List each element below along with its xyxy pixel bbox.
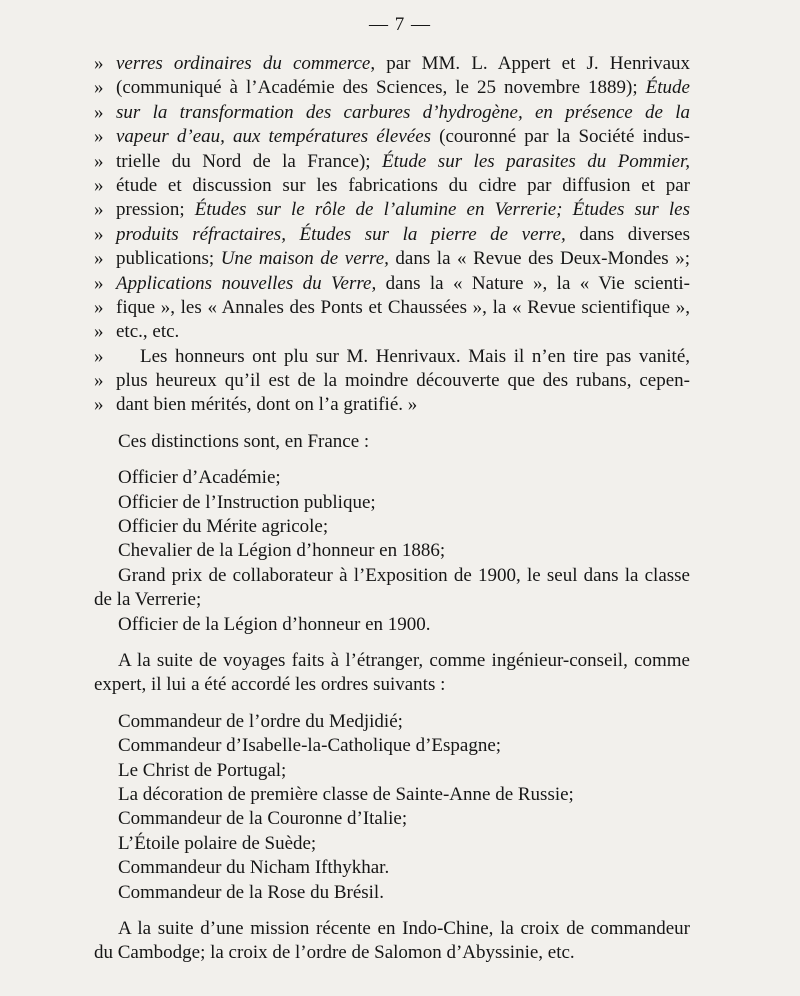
- text-run: (couronné par la Société indus-: [431, 126, 690, 148]
- quote-line-text: [116, 125, 690, 149]
- ordre-item: [94, 783, 690, 807]
- distinction-item: [94, 539, 690, 563]
- distinction-item: [94, 588, 690, 612]
- quote-mark: »: [94, 199, 104, 221]
- page-number: — 7 —: [369, 14, 431, 35]
- ordre-item: [94, 759, 690, 783]
- text-run: trielle du Nord de la France);: [116, 150, 383, 172]
- mission-paragraph: [94, 917, 690, 966]
- ordre-item: [94, 734, 690, 758]
- quote-mark: »: [94, 126, 104, 148]
- distinction-text: Grand prix de collaborateur à l’Exposition de 1900, le seul dans la classe: [118, 564, 690, 586]
- quote-line-text: [116, 52, 690, 76]
- italic-title: Études sur le rôle de l’alumine en Verrerie; Études sur les: [194, 199, 690, 221]
- text-run: dans la « Nature », la « Vie scienti-: [376, 272, 690, 294]
- ordre-text: Commandeur d’Isabelle-la-Catholique d’Espagne;: [118, 735, 502, 757]
- voyages-line: [94, 649, 690, 673]
- quote-mark: »: [94, 272, 104, 294]
- distinction-item: [94, 466, 690, 490]
- distinction-text: de la Verrerie;: [94, 589, 202, 611]
- ordre-text: Commandeur du Nicham Ifthykhar.: [118, 857, 390, 879]
- text-run: publications;: [116, 248, 221, 270]
- distinction-item: [94, 564, 690, 588]
- distinctions-intro: Ces distinctions sont, en France :: [118, 430, 370, 452]
- quote-line-text: [116, 296, 690, 320]
- distinction-item: [94, 491, 690, 515]
- quote-line-text: [116, 223, 690, 247]
- quote-line-text: [116, 174, 690, 198]
- mission-line-text: A la suite d’une mission récente en Indo-Chine, la croix de commandeur: [118, 917, 690, 939]
- text-run: etc., etc.: [116, 321, 180, 343]
- ordre-item: [94, 807, 690, 831]
- quote-mark: »: [94, 174, 104, 196]
- quote-mark: »: [94, 223, 104, 245]
- quote-mark: »: [94, 345, 104, 367]
- quote-mark: »: [94, 248, 104, 270]
- quote-mark: »: [94, 321, 104, 343]
- voyages-paragraph: [94, 649, 690, 698]
- ordre-text: Commandeur de la Rose du Brésil.: [118, 881, 384, 903]
- quote-mark: »: [94, 370, 104, 392]
- quote-line: [94, 150, 690, 174]
- quote-mark: »: [94, 77, 104, 99]
- voyages-line: [94, 673, 690, 697]
- text-run: dans la « Revue des Deux-Mondes »;: [388, 248, 691, 270]
- honneurs-line-text: Les honneurs ont plu sur M. Henrivaux. Mais il n’en tire pas vanité,: [140, 345, 690, 367]
- text-body: [94, 52, 690, 966]
- mission-line: [94, 917, 690, 941]
- ordre-text: L’Étoile polaire de Suède;: [118, 832, 317, 854]
- honneurs-line: [94, 369, 690, 393]
- distinction-text: Chevalier de la Légion d’honneur en 1886;: [118, 540, 446, 562]
- quote-mark: »: [94, 394, 104, 416]
- quote-line: [94, 272, 690, 296]
- italic-title: Une maison de verre,: [220, 248, 389, 270]
- ordre-text: Le Christ de Portugal;: [118, 759, 287, 781]
- text-run: pression;: [116, 199, 195, 221]
- italic-title: sur la transformation des carbures d’hydrogène, en présence de la: [116, 101, 690, 123]
- distinction-text: Officier de l’Instruction publique;: [118, 491, 376, 513]
- quote-mark: »: [94, 53, 104, 74]
- quote-line-text: [116, 320, 690, 344]
- italic-title: vapeur d’eau, aux températures élevées: [116, 126, 432, 148]
- mission-line: [94, 941, 690, 965]
- italic-title: produits réfractaires, Études sur la pierre de verre,: [116, 223, 566, 245]
- ordres-list: [94, 710, 690, 905]
- italic-title: Étude: [645, 77, 690, 99]
- distinction-item: [94, 515, 690, 539]
- quote-line: [94, 174, 690, 198]
- text-run: fique », les « Annales des Ponts et Chaussées », la « Revue scientifique »,: [116, 296, 690, 318]
- distinction-text: Officier d’Académie;: [118, 467, 281, 489]
- quote-line: [94, 320, 690, 344]
- quote-line: [94, 125, 690, 149]
- honneurs-line: [94, 345, 690, 369]
- voyages-line-text: A la suite de voyages faits à l’étranger, comme ingénieur-conseil, comme: [118, 649, 690, 671]
- ordre-item: [94, 856, 690, 880]
- quote-line-text: [116, 247, 690, 271]
- distinction-item: [94, 613, 690, 637]
- honneurs-paragraph: [94, 345, 690, 418]
- quote-paragraph: [94, 52, 690, 345]
- ordre-item: [94, 832, 690, 856]
- distinction-text: Officier de la Légion d’honneur en 1900.: [118, 613, 431, 635]
- quote-line: [94, 101, 690, 125]
- quote-line-text: [116, 101, 690, 125]
- quote-line: [94, 198, 690, 222]
- ordre-text: La décoration de première classe de Sainte-Anne de Russie;: [118, 783, 574, 805]
- voyages-line-text: expert, il lui a été accordé les ordres suivants :: [94, 674, 446, 696]
- quote-line: [94, 223, 690, 247]
- quote-line-text: [116, 76, 690, 100]
- text-run: étude et discussion sur les fabrications du cidre par diffusion et par: [116, 174, 690, 196]
- italic-title: Applications nouvelles du Verre,: [116, 272, 377, 294]
- honneurs-line: [94, 393, 690, 417]
- quote-line: [94, 52, 690, 76]
- quote-line: [94, 296, 690, 320]
- quote-mark: »: [94, 150, 104, 172]
- honneurs-line-text: plus heureux qu’il est de la moindre découverte que des rubans, cepen-: [116, 370, 690, 392]
- italic-title: verres ordinaires du commerce: [116, 53, 371, 74]
- mission-line-text: du Cambodge; la croix de l’ordre de Salomon d’Abyssinie, etc.: [94, 942, 575, 964]
- quote-mark: »: [94, 296, 104, 318]
- ordre-text: Commandeur de l’ordre du Medjidié;: [118, 710, 403, 732]
- text-run: dans diverses: [565, 223, 690, 245]
- quote-line: [94, 247, 690, 271]
- honneurs-line-text: dant bien mérités, dont on l’a gratifié. »: [116, 394, 418, 416]
- quote-line-text: [116, 272, 690, 296]
- ordre-item: [94, 710, 690, 734]
- distinction-text: Officier du Mérite agricole;: [118, 516, 329, 538]
- ordre-text: Commandeur de la Couronne d’Italie;: [118, 808, 408, 830]
- distinctions-list: [94, 466, 690, 637]
- text-run: , par MM. L. Appert et J. Henrivaux: [370, 53, 691, 74]
- italic-title: Étude sur les parasites du Pommier,: [382, 150, 690, 172]
- text-run: (communiqué à l’Académie des Sciences, le 25 novembre 1889);: [116, 77, 646, 99]
- ordre-item: [94, 881, 690, 905]
- quote-line-text: [116, 198, 690, 222]
- quote-mark: »: [94, 101, 104, 123]
- quote-line: [94, 76, 690, 100]
- quote-line-text: [116, 150, 690, 174]
